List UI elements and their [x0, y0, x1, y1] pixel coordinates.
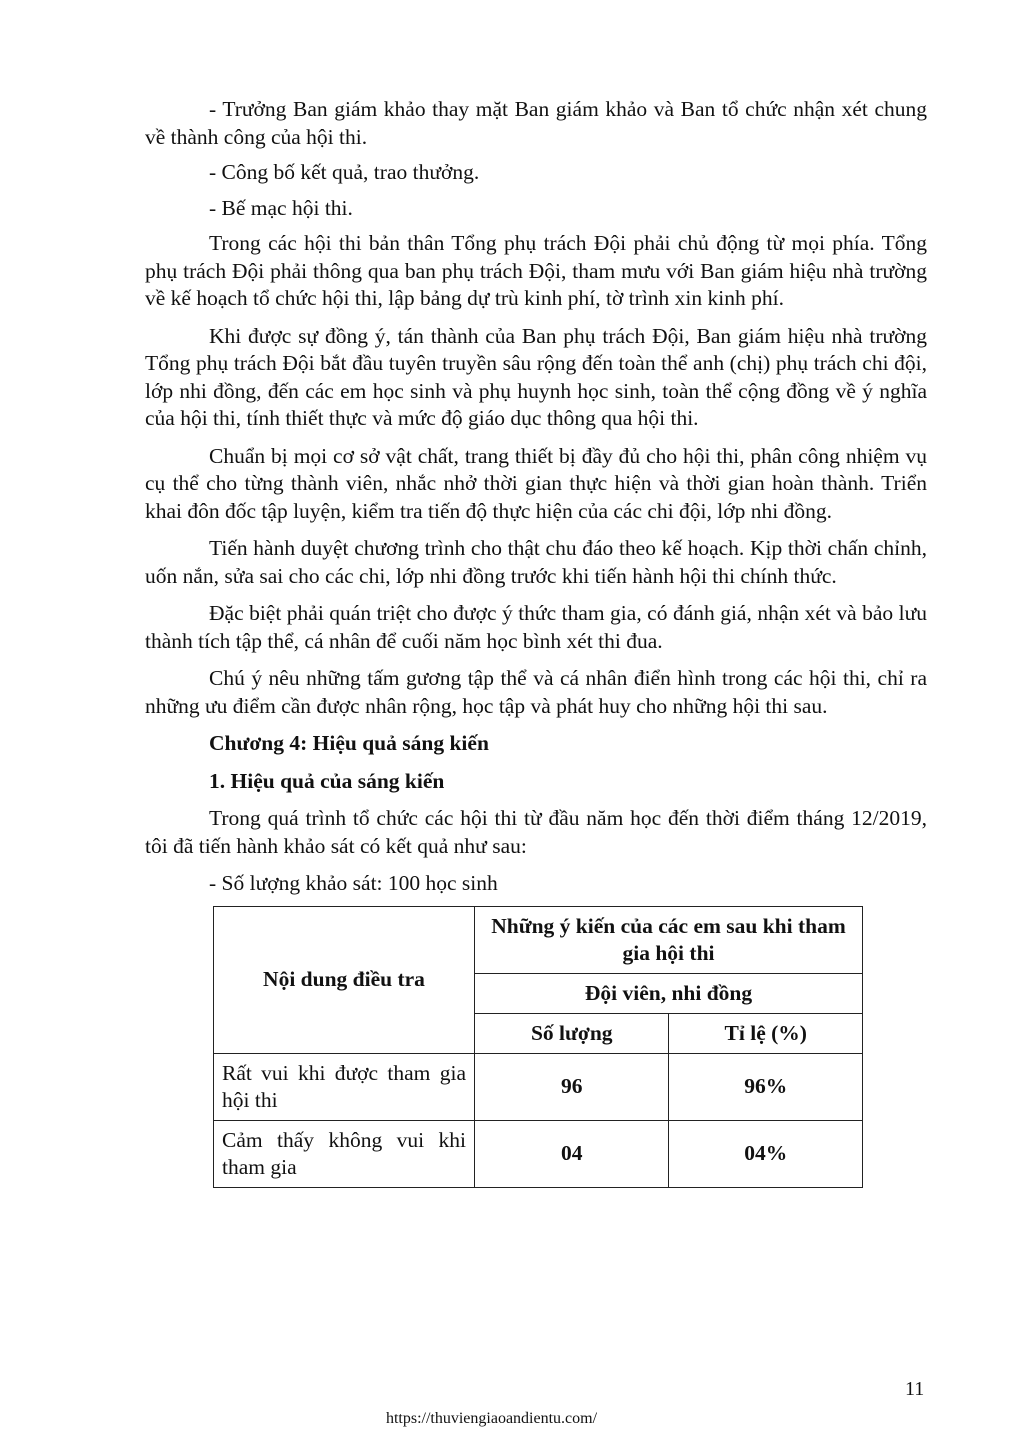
- header-opinions: Những ý kiến của các em sau khi tham gia hội thi: [475, 906, 863, 973]
- row-ratio: 96%: [669, 1053, 863, 1120]
- row-label: Rất vui khi được tham gia hội thi: [214, 1053, 475, 1120]
- paragraph: Khi được sự đồng ý, tán thành của Ban phụ trách Đội, Ban giám hiệu nhà trường Tổng phụ trách Đội bắt đầu tuyên truyền sâu rộng đến toàn thể anh (chị) phụ trách chi đội, lớp nhi đồng, đến các em học sinh và phụ huynh học sinh, toàn thể cộng đồng về ý nghĩa của hội thi, tính thiết thực và mức độ giáo dục thông qua hội thi.: [145, 323, 927, 430]
- row-quantity: 04: [475, 1120, 669, 1187]
- row-quantity: 96: [475, 1053, 669, 1120]
- paragraph: Tiến hành duyệt chương trình cho thật chu đáo theo kế hoạch. Kịp thời chấn chỉnh, uốn nắn, sửa sai cho các chi, lớp nhi đồng trước khi tiến hành hội thi chính thức.: [145, 536, 927, 588]
- page-number: 11: [905, 1378, 925, 1400]
- paragraph: Đặc biệt phải quán triệt cho được ý thức tham gia, có đánh giá, nhận xét và bảo lưu thành tích tập thể, cá nhân để cuối năm học bình xét thi đua.: [145, 601, 927, 653]
- table-row: [214, 1120, 863, 1187]
- survey-intro: Trong quá trình tổ chức các hội thi từ đầu năm học đến thời điểm tháng 12/2019, tôi đã tiến hành khảo sát có kết quả như sau:: [145, 806, 927, 858]
- header-content: Nội dung điều tra: [214, 906, 475, 1053]
- paragraph: - Trưởng Ban giám khảo thay mặt Ban giám khảo và Ban tổ chức nhận xét chung về thành công của hội thi.: [145, 97, 927, 149]
- paragraph: Chuẩn bị mọi cơ sở vật chất, trang thiết bị đầy đủ cho hội thi, phân công nhiệm vụ cụ thể cho từng thành viên, nhắc nhở thời gian thực hiện và thời gian hoàn thành. Triển khai đôn đốc tập luyện, kiểm tra tiến độ thực hiện của các chi đội, lớp nhi đồng.: [145, 443, 927, 523]
- paragraph: Chú ý nêu những tấm gương tập thể và cá nhân điển hình trong các hội thi, chỉ ra những ưu điểm cần được nhân rộng, học tập và phát huy cho những hội thi sau.: [145, 666, 927, 718]
- footer-url: https://thuviengiaoandientu.com/: [385, 1410, 598, 1427]
- survey-count: - Số lượng khảo sát: 100 học sinh: [209, 871, 498, 895]
- paragraph: - Công bố kết quả, trao thưởng.: [209, 160, 480, 184]
- row-label: Cảm thấy không vui khi tham gia: [214, 1120, 475, 1187]
- survey-table: [213, 906, 863, 1188]
- header-ratio: Tỉ lệ (%): [669, 1013, 863, 1053]
- table-row: [214, 1053, 863, 1120]
- chapter-heading: Chương 4: Hiệu quả sáng kiến: [209, 731, 489, 755]
- paragraph: Trong các hội thi bản thân Tổng phụ trách Đội phải chủ động từ mọi phía. Tổng phụ trách Đội phải thông qua ban phụ trách Đội, tham mưu với Ban giám hiệu nhà trường về kế hoạch tổ chức hội thi, lập bảng dự trù kinh phí, tờ trình xin kinh phí.: [145, 231, 927, 310]
- row-ratio: 04%: [669, 1120, 863, 1187]
- table-header-row: [214, 906, 863, 973]
- section-heading: 1. Hiệu quả của sáng kiến: [209, 768, 445, 793]
- paragraph: - Bế mạc hội thi.: [209, 195, 353, 220]
- document-body: [145, 96, 927, 1188]
- header-group: Đội viên, nhi đồng: [475, 973, 863, 1013]
- header-quantity: Số lượng: [475, 1013, 669, 1053]
